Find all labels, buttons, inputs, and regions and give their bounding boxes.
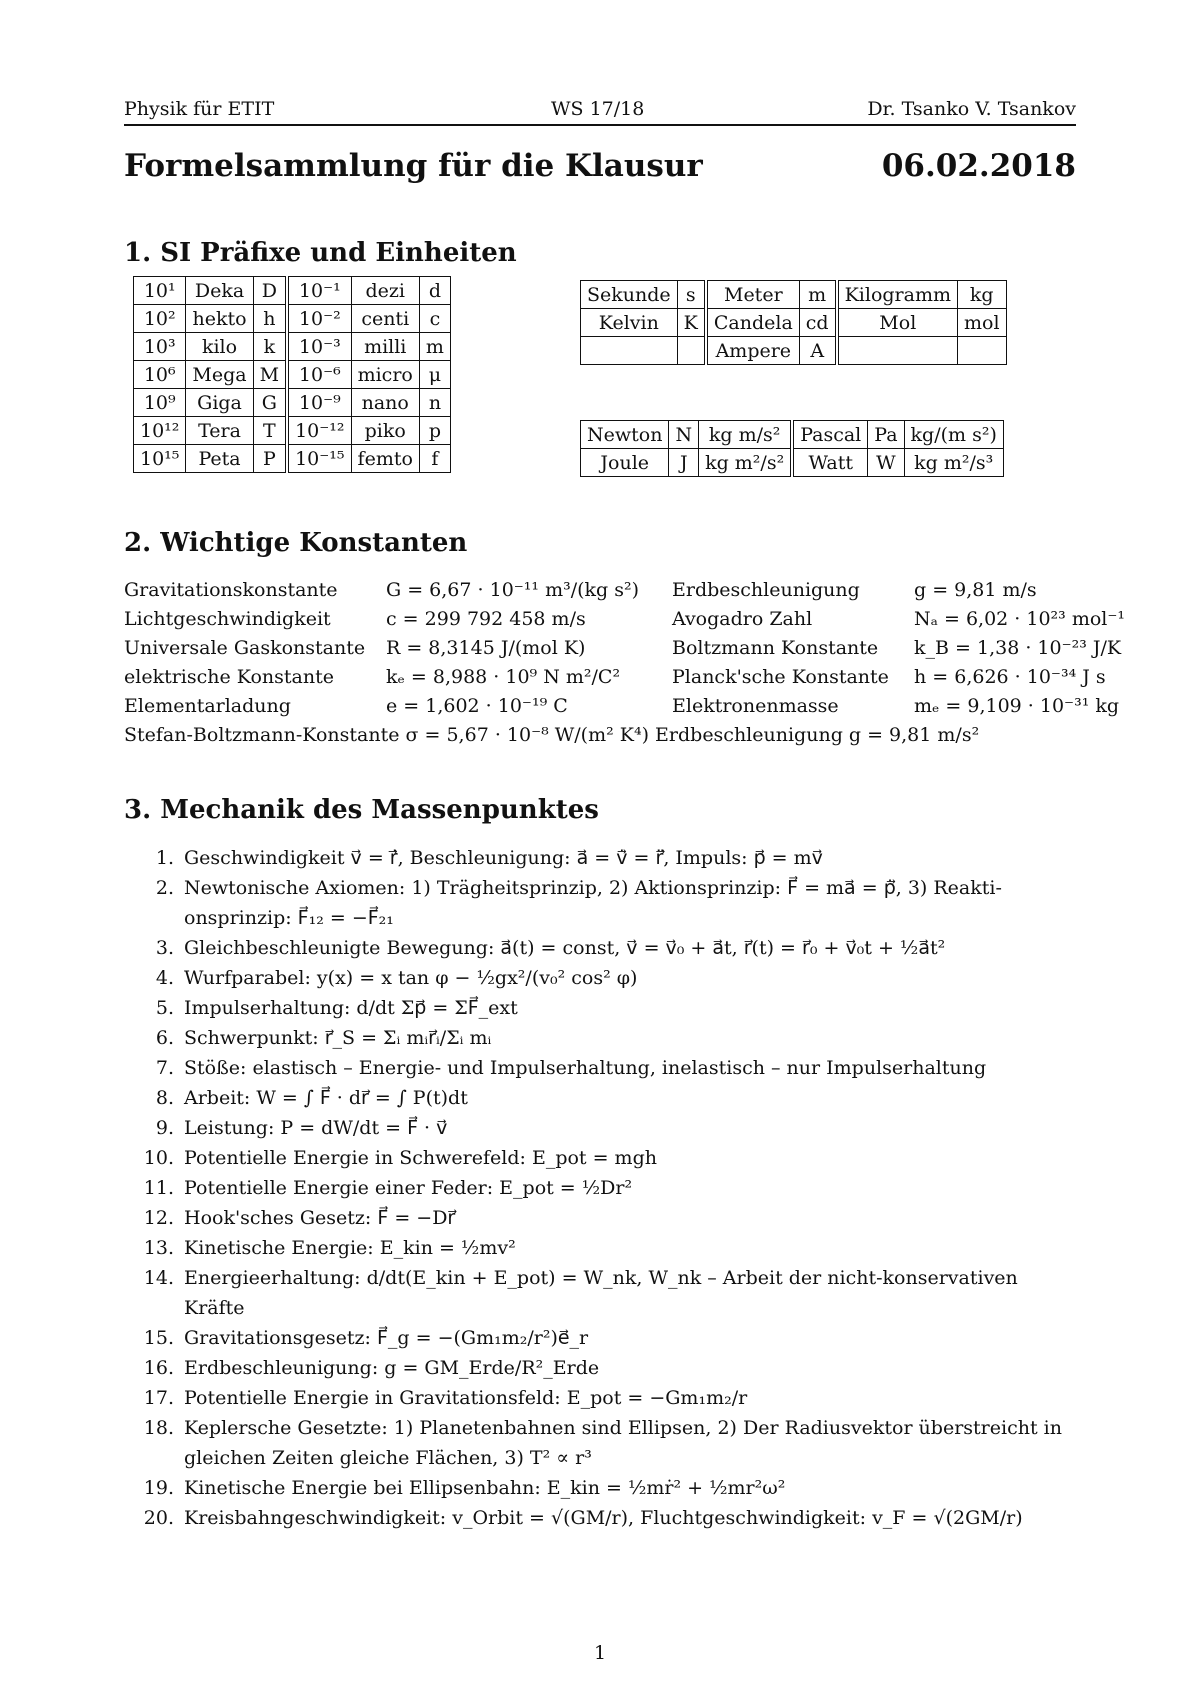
mechanics-item-number: 19. <box>143 1477 174 1499</box>
mechanics-item-number: 4. <box>155 967 174 989</box>
prefix-cell: G <box>253 389 287 417</box>
prefix-cell: 10⁻¹² <box>287 417 351 445</box>
base-unit-cell: A <box>799 337 836 365</box>
constant-cell: Nₐ = 6,02 · 10²³ mol⁻¹ <box>914 608 1126 630</box>
header-author: Dr. Tsanko V. Tsankov <box>867 98 1076 120</box>
prefix-cell: T <box>253 417 287 445</box>
constant-cell: Planck'sche Konstante <box>672 666 889 688</box>
derived-unit-cell: W <box>868 449 904 477</box>
page-header <box>124 98 1076 126</box>
header-semester: WS 17/18 <box>551 98 645 120</box>
mechanics-item-text: Stöße: elastisch – Energie- und Impulserhaltung, inelastisch – nur Impulserhaltung <box>184 1057 987 1079</box>
mechanics-item <box>124 1113 1084 1143</box>
mechanics-item-number: 7. <box>155 1057 174 1079</box>
prefix-cell: micro <box>351 361 419 389</box>
base-unit-cell: kg <box>958 281 1007 309</box>
mechanics-item <box>124 1233 1084 1263</box>
mechanics-item <box>124 1353 1084 1383</box>
prefix-cell: 10⁻¹⁵ <box>287 445 351 473</box>
derived-unit-cell: Newton <box>581 421 669 449</box>
mechanics-item <box>124 1023 1084 1053</box>
mechanics-item-number: 9. <box>155 1117 174 1139</box>
prefix-cell: d <box>419 277 450 305</box>
mechanics-item-text: Geschwindigkeit v⃗ = ṙ⃗, Beschleunigung: a⃗ = v̇⃗ = r̈⃗, Impuls: p⃗ = mv⃗ <box>184 847 823 869</box>
prefix-row <box>134 389 451 417</box>
mechanics-item-text: Kreisbahngeschwindigkeit: v_Orbit = √(GM/r), Fluchtgeschwindigkeit: v_F = √(2GM/r) <box>184 1507 1023 1529</box>
mechanics-item <box>124 1263 1084 1323</box>
mechanics-item-text: Gleichbeschleunigte Bewegung: a⃗(t) = const, v⃗ = v⃗₀ + a⃗t, r⃗(t) = r⃗₀ + v⃗₀t + ½a⃗t² <box>184 937 946 959</box>
base-unit-cell: mol <box>958 309 1007 337</box>
mechanics-item-number: 12. <box>143 1207 174 1229</box>
mechanics-item <box>124 1413 1084 1473</box>
mechanics-item <box>124 1143 1084 1173</box>
document-title: Formelsammlung für die Klausur <box>124 148 703 184</box>
mechanics-item <box>124 1083 1084 1113</box>
mechanics-item <box>124 843 1084 873</box>
mechanics-item <box>124 1173 1084 1203</box>
section-heading-1: 1. SI Präfixe und Einheiten <box>124 238 517 268</box>
prefix-cell: P <box>253 445 287 473</box>
constant-cell: mₑ = 9,109 · 10⁻³¹ kg <box>914 695 1120 717</box>
mechanics-item <box>124 1323 1084 1353</box>
mechanics-item-number: 20. <box>143 1507 174 1529</box>
base-unit-row <box>581 309 1007 337</box>
derived-unit-cell: kg m²/s³ <box>904 449 1003 477</box>
prefix-cell: M <box>253 361 287 389</box>
mechanics-item-number: 11. <box>143 1177 174 1199</box>
base-unit-cell: Candela <box>706 309 799 337</box>
derived-unit-cell: N <box>669 421 699 449</box>
mechanics-item <box>124 933 1084 963</box>
constant-cell: e = 1,602 · 10⁻¹⁹ C <box>386 695 568 717</box>
prefix-cell: 10⁻³ <box>287 333 351 361</box>
derived-unit-cell: Pascal <box>792 421 868 449</box>
base-unit-row <box>581 337 1007 365</box>
mechanics-item-text: Potentielle Energie in Schwerefeld: E_pot = mgh <box>184 1147 657 1169</box>
constant-row <box>124 576 1124 605</box>
constant-cell: kₑ = 8,988 · 10⁹ N m²/C² <box>386 666 621 688</box>
prefix-cell: 10⁹ <box>134 389 186 417</box>
mechanics-item-text: Energieerhaltung: d/dt(E_kin + E_pot) = W_nk, W_nk – Arbeit der nicht-konservativen Kräfte <box>184 1267 1018 1319</box>
prefix-cell: 10¹² <box>134 417 186 445</box>
mechanics-item-text: Impulserhaltung: d/dt Σp⃗ = ΣF⃗_ext <box>184 997 518 1019</box>
constant-cell: Elementarladung <box>124 695 291 717</box>
derived-unit-cell: Joule <box>581 449 669 477</box>
mechanics-item-text: Wurfparabel: y(x) = x tan φ − ½gx²/(v₀² cos² φ) <box>184 967 638 989</box>
prefix-cell: p <box>419 417 450 445</box>
mechanics-item <box>124 993 1084 1023</box>
base-unit-cell: K <box>677 309 706 337</box>
header-course: Physik für ETIT <box>124 98 275 120</box>
prefix-cell: m <box>419 333 450 361</box>
mechanics-item-text: Arbeit: W = ∫ F⃗ · dr⃗ = ∫ P(t)dt <box>184 1087 468 1109</box>
prefix-cell: 10¹⁵ <box>134 445 186 473</box>
base-units-table <box>580 280 1007 365</box>
prefix-cell: femto <box>351 445 419 473</box>
prefix-cell: 10⁻⁹ <box>287 389 351 417</box>
prefix-cell: Giga <box>186 389 253 417</box>
derived-unit-row <box>581 421 1004 449</box>
prefix-cell: piko <box>351 417 419 445</box>
prefix-cell: c <box>419 305 450 333</box>
prefix-cell: μ <box>419 361 450 389</box>
mechanics-list <box>124 843 1084 1533</box>
mechanics-item <box>124 1053 1084 1083</box>
base-unit-cell: s <box>677 281 706 309</box>
constant-cell: k_B = 1,38 · 10⁻²³ J/K <box>914 637 1122 659</box>
base-unit-row <box>581 281 1007 309</box>
prefix-row <box>134 333 451 361</box>
constant-cell: G = 6,67 · 10⁻¹¹ m³/(kg s²) <box>386 579 640 601</box>
section-heading-2: 2. Wichtige Konstanten <box>124 528 468 558</box>
page-number: 1 <box>593 1642 607 1664</box>
base-unit-cell <box>958 337 1007 365</box>
prefix-row <box>134 445 451 473</box>
prefix-cell: 10⁻² <box>287 305 351 333</box>
prefix-cell: centi <box>351 305 419 333</box>
mechanics-item-number: 3. <box>155 937 174 959</box>
mechanics-item-text: Keplersche Gesetzte: 1) Planetenbahnen sind Ellipsen, 2) Der Radiusvektor überstreicht in gleichen Zeiten gleiche Flächen, 3) T² ∝ r³ <box>184 1417 1062 1469</box>
mechanics-item-text: Newtonische Axiomen: 1) Trägheitsprinzip, 2) Aktionsprinzip: F⃗ = ma⃗ = ṗ⃗, 3) Reakti-onsprinzip: F⃗₁₂ = −F⃗₂₁ <box>184 877 1002 929</box>
base-unit-cell: cd <box>799 309 836 337</box>
mechanics-item-text: Schwerpunkt: r⃗_S = Σᵢ mᵢr⃗ᵢ/Σᵢ mᵢ <box>184 1027 492 1049</box>
constant-cell: h = 6,626 · 10⁻³⁴ J s <box>914 666 1106 688</box>
constant-cell: R = 8,3145 J/(mol K) <box>386 637 586 659</box>
prefix-cell: n <box>419 389 450 417</box>
constant-cell: Erdbeschleunigung <box>672 579 860 601</box>
prefix-table <box>133 276 451 473</box>
derived-units-table <box>580 420 1004 477</box>
prefix-cell: 10² <box>134 305 186 333</box>
mechanics-item-number: 17. <box>143 1387 174 1409</box>
constant-cell: c = 299 792 458 m/s <box>386 608 586 630</box>
mechanics-item-text: Hook'sches Gesetz: F⃗ = −Dr⃗ <box>184 1207 456 1229</box>
constant-cell: Boltzmann Konstante <box>672 637 879 659</box>
prefix-cell: k <box>253 333 287 361</box>
mechanics-item-text: Erdbeschleunigung: g = GM_Erde/R²_Erde <box>184 1357 600 1379</box>
mechanics-item-text: Kinetische Energie: E_kin = ½mv² <box>184 1237 516 1259</box>
constant-cell: Lichtgeschwindigkeit <box>124 608 331 630</box>
mechanics-item-text: Gravitationsgesetz: F⃗_g = −(Gm₁m₂/r²)e⃗_r <box>184 1327 589 1349</box>
prefix-cell: f <box>419 445 450 473</box>
mechanics-item-text: Potentielle Energie einer Feder: E_pot = ½Dr² <box>184 1177 633 1199</box>
mechanics-item-number: 14. <box>143 1267 174 1289</box>
mechanics-item-number: 8. <box>155 1087 174 1109</box>
constant-cell: Avogadro Zahl <box>672 608 813 630</box>
prefix-row <box>134 417 451 445</box>
constant-cell: Gravitationskonstante <box>124 579 338 601</box>
derived-unit-cell: kg m²/s² <box>699 449 793 477</box>
base-unit-cell: m <box>799 281 836 309</box>
base-unit-cell: Kilogramm <box>837 281 958 309</box>
prefix-cell: nano <box>351 389 419 417</box>
base-unit-cell <box>677 337 706 365</box>
prefix-cell: Deka <box>186 277 253 305</box>
mechanics-item-number: 16. <box>143 1357 174 1379</box>
base-unit-cell: Meter <box>706 281 799 309</box>
prefix-cell: D <box>253 277 287 305</box>
prefix-cell: Tera <box>186 417 253 445</box>
derived-unit-cell: J <box>669 449 699 477</box>
mechanics-item-number: 1. <box>155 847 174 869</box>
constant-row <box>124 692 1124 721</box>
mechanics-item <box>124 1383 1084 1413</box>
base-unit-cell <box>837 337 958 365</box>
constants-list <box>124 576 1124 750</box>
mechanics-item-text: Potentielle Energie in Gravitationsfeld: E_pot = −Gm₁m₂/r <box>184 1387 748 1409</box>
mechanics-item <box>124 873 1084 933</box>
prefix-cell: 10⁶ <box>134 361 186 389</box>
constant-cell: Universale Gaskonstante <box>124 637 366 659</box>
prefix-cell: 10⁻¹ <box>287 277 351 305</box>
mechanics-item-text: Leistung: P = dW/dt = F⃗ · v⃗ <box>184 1117 448 1139</box>
constant-cell: g = 9,81 m/s <box>914 579 1037 601</box>
prefix-row <box>134 277 451 305</box>
prefix-cell: milli <box>351 333 419 361</box>
section-heading-3: 3. Mechanik des Massenpunktes <box>124 795 599 825</box>
mechanics-item <box>124 1203 1084 1233</box>
document-date: 06.02.2018 <box>881 148 1076 184</box>
prefix-cell: h <box>253 305 287 333</box>
base-unit-cell <box>581 337 678 365</box>
prefix-cell: 10¹ <box>134 277 186 305</box>
mechanics-item <box>124 1503 1084 1533</box>
base-unit-cell: Kelvin <box>581 309 678 337</box>
mechanics-item-number: 13. <box>143 1237 174 1259</box>
constants-last-row: Stefan-Boltzmann-Konstante σ = 5,67 · 10⁻⁸ W/(m² K⁴) Erdbeschleunigung g = 9,81 m/s² <box>124 724 980 746</box>
prefix-cell: hekto <box>186 305 253 333</box>
derived-unit-row <box>581 449 1004 477</box>
base-unit-cell: Mol <box>837 309 958 337</box>
prefix-cell: Peta <box>186 445 253 473</box>
derived-unit-cell: kg/(m s²) <box>904 421 1003 449</box>
base-unit-cell: Sekunde <box>581 281 678 309</box>
prefix-cell: kilo <box>186 333 253 361</box>
mechanics-item <box>124 1473 1084 1503</box>
mechanics-item-number: 15. <box>143 1327 174 1349</box>
constant-row <box>124 663 1124 692</box>
mechanics-item-number: 10. <box>143 1147 174 1169</box>
prefix-cell: 10³ <box>134 333 186 361</box>
derived-unit-cell: Pa <box>868 421 904 449</box>
mechanics-item-number: 18. <box>143 1417 174 1439</box>
mechanics-item <box>124 963 1084 993</box>
derived-unit-cell: Watt <box>792 449 868 477</box>
mechanics-item-number: 6. <box>155 1027 174 1049</box>
constant-cell: Elektronenmasse <box>672 695 839 717</box>
prefix-row <box>134 305 451 333</box>
derived-unit-cell: kg m/s² <box>699 421 793 449</box>
prefix-cell: Mega <box>186 361 253 389</box>
prefix-cell: 10⁻⁶ <box>287 361 351 389</box>
prefix-row <box>134 361 451 389</box>
mechanics-item-number: 5. <box>155 997 174 1019</box>
constant-cell: elektrische Konstante <box>124 666 334 688</box>
constant-row <box>124 634 1124 663</box>
prefix-cell: dezi <box>351 277 419 305</box>
constant-row <box>124 605 1124 634</box>
base-unit-cell: Ampere <box>706 337 799 365</box>
mechanics-item-number: 2. <box>155 877 174 899</box>
mechanics-item-text: Kinetische Energie bei Ellipsenbahn: E_kin = ½mṙ² + ½mr²ω² <box>184 1477 786 1499</box>
